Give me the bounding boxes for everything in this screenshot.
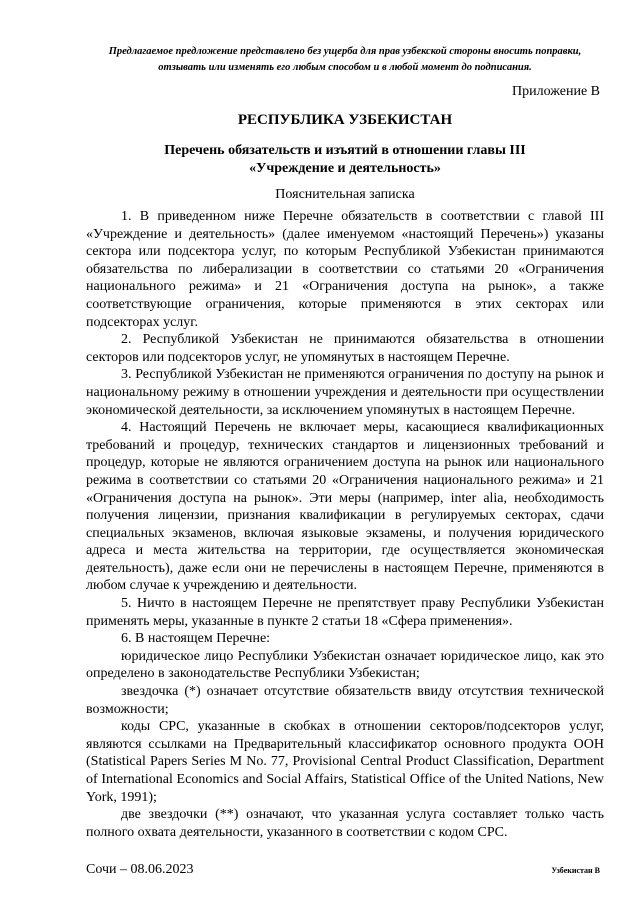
schedule-subtitle: [86, 142, 604, 178]
definition-double-asterisk: две звездочки (**) означают, что указанная услуга составляет только часть полного охвата деятельности, указанного в соответствии с кодом CPC.: [86, 807, 604, 840]
disclaimer-note: Предлагаемое предложение представлено без ущерба для прав узбекской стороны вносить поправки, отзывать или изменять его любым способом и в любой момент до подписания.: [108, 46, 582, 73]
paragraph-2: 2. Республикой Узбекистан не принимаются обязательства в отношении секторов или подсекторов услуг, не упомянутых в настоящем Перечне.: [86, 332, 604, 365]
subtitle-line-1: Перечень обязательств и изъятий в отношении главы III: [164, 143, 526, 158]
definition-cpc-codes: коды CPC, указанные в скобках в отношении секторов/подсекторов услуг, являются ссылками на Предварительный классификатор основного продукта ООН (Statistical Papers Series M No. 77, Provisional Central Product Classification, Department of International Economics and Social Affairs, Statistical Office of the United Nations, New York, 1991);: [86, 719, 604, 805]
country-title: РЕСПУБЛИКА УЗБЕКИСТАН: [237, 112, 453, 128]
paragraph-1: 1. В приведенном ниже Перечне обязательств в соответствии с главой III «Учреждение и деятельность» (далее именуемом «настоящий Перечень») указаны сектора или подсектора услуг, по которым Республикой Узбекистан принимаются обязательства по либерализации в соответствии со статьями 20 «Ограничения национального режима» и 21 «Ограничения доступа на рынок», а также соответствующие ограничения, которые применяются в этих секторах или подсекторах услуг.: [86, 209, 604, 330]
note-heading: Пояснительная записка: [275, 187, 415, 202]
definition-legal-entity: юридическое лицо Республики Узбекистан означает юридическое лицо, как это определено в законодательстве Республики Узбекистан;: [86, 648, 604, 682]
appendix-label: Приложение В: [512, 84, 600, 99]
footer-place-date: Сочи – 08.06.2023: [86, 862, 194, 877]
paragraph-4: 4. Настоящий Перечень не включает меры, касающиеся квалификационных требований и процедур, технических стандартов и лицензионных требований и процедур, которые не являются ограничением доступа на рынок или национального режима в соответствии со статьями 20 «Ограничения национального режима» и 21 «Ограничения доступа на рынок». Эти меры (например, inter alia, необходимость получения лицензии, признания квалификации в регулируемых секторах, сдачи специальных экзаменов, включая языковые экзамены, и получения юридического адреса и места жительства на территории, где осуществляется экономическая деятельность), даже если они не перечислены в настоящем Перечне, применяются в любом случае к учреждению и деятельности.: [86, 420, 604, 594]
subtitle-line-2: «Учреждение и деятельность»: [249, 161, 441, 176]
paragraph-6: 6. В настоящем Перечне:: [121, 631, 271, 647]
footer-page-label: Узбекистан В: [551, 866, 600, 875]
document-body: [86, 208, 604, 841]
paragraph-5: 5. Ничто в настоящем Перечне не препятствует праву Республики Узбекистан применять меры, указанные в пункте 2 статьи 18 «Сфера применения».: [86, 596, 604, 629]
definition-asterisk: звездочка (*) означает отсутствие обязательств ввиду отсутствия технической возможности;: [86, 684, 604, 717]
paragraph-3: 3. Республикой Узбекистан не применяются ограничения по доступу на рынок и национальному режиму в отношении учреждения и деятельности при осуществлении экономической деятельности, за исключением упомянутых в настоящем Перечне.: [86, 367, 604, 418]
